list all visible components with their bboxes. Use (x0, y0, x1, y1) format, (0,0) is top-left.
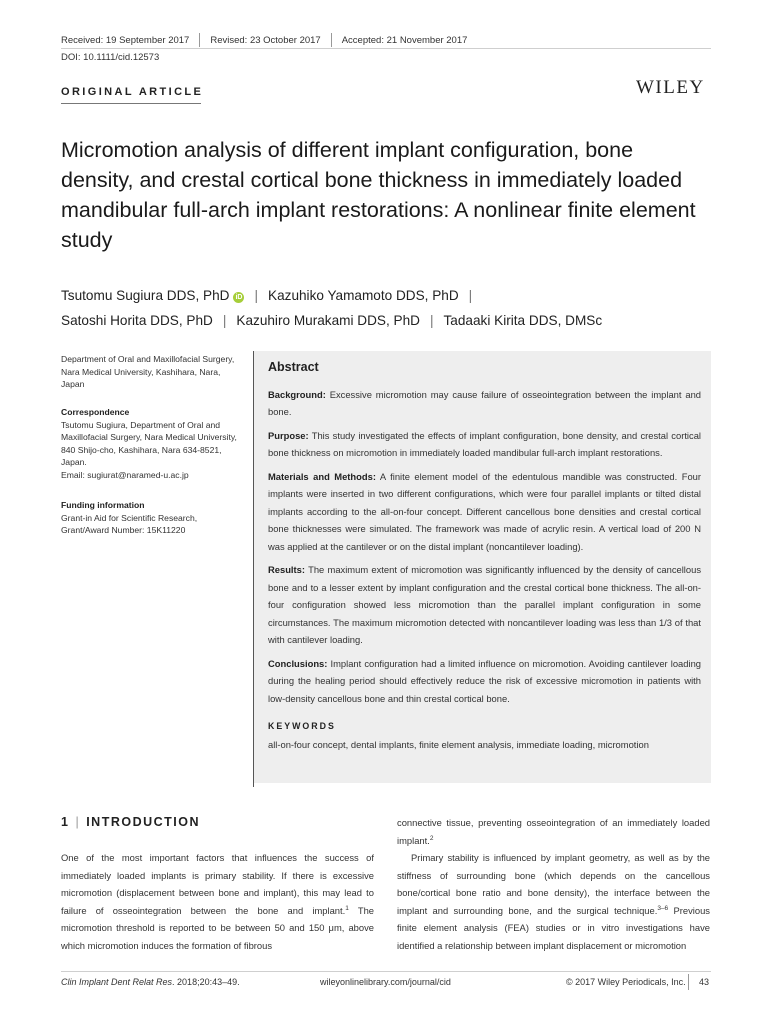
correspondence-heading: Correspondence (61, 407, 130, 417)
footer-url[interactable]: wileyonlinelibrary.com/journal/cid (320, 977, 451, 987)
author-list (61, 283, 721, 333)
abstract-conclusions: Conclusions: Implant configuration had a limited influence on micromotion. Avoiding cantilever loading during the healing period should effectively reduce the risk of excessive micromotion in patients with low-density cancellous bone and thin crestal cortical bone. (268, 657, 701, 704)
funding-heading: Funding information (61, 500, 145, 510)
correspondence-text: Tsutomu Sugiura, Department of Oral and Maxillofacial Surgery, Nara Medical University, 840 Shijo-cho, Kashihara, Nara 634-8521, Japan. (61, 419, 237, 467)
article-type-underline (61, 103, 201, 104)
footer-rule (61, 971, 711, 972)
footer-citation: Clin Implant Dent Relat Res. 2018;20:43–49. (61, 977, 240, 987)
abstract-results: Results: The maximum extent of micromotion was significantly influenced by the density of cancellous bone and to a lesser extent by implant configuration and the crestal cortical bone thickness. The all-on-four configuration showed less micromotion than the parallel implant configuration in some circumstances. The maximum micromotion detected with noncantilever loading was less than 1/3 of that with cantilever loading. (268, 564, 702, 645)
paragraph: Primary stability is influenced by implant geometry, as well as by the stiffness of surrounding bone (which depends on the cancellous bone/cortical bone ratio and bone density), the interface between the implant and surrounding bone, and the surgical technique.$^{3-6}$ Previous finite element analysis (FEA) studies or in vitro investigations have identified a relationship between implant displacement or micromotion (397, 852, 710, 951)
revised-date: Revised: 23 October 2017 (210, 34, 321, 46)
paragraph: connective tissue, preventing osseointegration of an immediately loaded implant.$^2$ (397, 817, 710, 846)
author: Satoshi Horita DDS, PhD (61, 313, 213, 328)
citation-ref[interactable]: 3–6 (657, 904, 669, 912)
author: Tsutomu Sugiura DDS, PhD iD (61, 288, 243, 303)
abstract-methods: Materials and Methods: A finite element model of the edentulous mandible was constructed. Four implants were inserted in two different configurations, which were four parallel implants or tilted distal implants according to the all-on-four concept. Different cancellous bone densities and crestal cortical bone thicknesses were simulated. The framework was made of acrylic resin. A vertical load of 200 N was applied at the cantilever or on the distal implant (noncantilever loading). (268, 470, 701, 552)
article-type: ORIGINAL ARTICLE (61, 86, 204, 98)
correspondence-block (61, 406, 241, 481)
divider: | (222, 313, 227, 328)
abstract-purpose: Purpose: This study investigated the effects of implant configuration, bone density, and crestal cortical bone thickness on micromotion in immediately loaded mandibular full-arch implant restorations. (268, 429, 701, 458)
divider: | (254, 288, 259, 303)
section-heading: 1 | INTRODUCTION (61, 815, 201, 829)
citation-ref[interactable]: 2 (429, 834, 434, 842)
author: Tadaaki Kirita DDS, DMSc (443, 313, 603, 328)
abstract-heading: Abstract (268, 360, 319, 374)
divider (199, 33, 200, 47)
intro-left-column (61, 849, 374, 954)
intro-right-column (397, 814, 710, 954)
affiliation: Department of Oral and Maxillofacial Surgery, Nara Medical University, Kashihara, Nara, Japan (61, 354, 235, 389)
accepted-date: Accepted: 21 November 2017 (341, 34, 468, 46)
divider: | (468, 288, 473, 303)
divider: | (429, 313, 434, 328)
article-title: Micromotion analysis of different implant configuration, bone density, and crestal cortical bone thickness in immediately loaded mandibular full-arch implant restorations: A nonlinear finite element study (61, 138, 696, 252)
header-rule (61, 48, 711, 49)
keywords: all-on-four concept, dental implants, finite element analysis, immediate loading, micromotion (268, 738, 649, 750)
keywords-heading: KEYWORDS (268, 721, 336, 731)
divider (688, 974, 689, 990)
divider (331, 33, 332, 47)
abstract-background: Background: Excessive micromotion may cause failure of osseointegration between the implant and bone. (268, 388, 701, 417)
received-date: Received: 19 September 2017 (61, 34, 190, 46)
funding-text: Grant-in Aid for Scientific Research, Grant/Award Number: 15K11220 (61, 512, 198, 535)
citation-ref[interactable]: 1 (345, 904, 349, 912)
footer-copyright: © 2017 Wiley Periodicals, Inc. (566, 977, 686, 987)
history-dates (61, 33, 467, 47)
funding-block (61, 499, 241, 537)
author: Kazuhiko Yamamoto DDS, PhD (268, 288, 459, 303)
page-number: 43 (699, 977, 710, 987)
doi[interactable]: DOI: 10.1111/cid.12573 (61, 52, 160, 63)
orcid-icon[interactable]: iD (235, 294, 243, 301)
paragraph: One of the most important factors that influences the success of immediately loaded implants is primary stability. If there is excessive micromotion (displacement between bone and implant), this may lead to failure of osseointegration between the bone and implant.$^1$ The micromotion threshold is reported to be between 50 and 150 μm, above which micromotion induces the formation of fibrous (61, 852, 374, 951)
publisher-logo: WILEY (636, 77, 705, 98)
author: Kazuhiro Murakami DDS, PhD (236, 313, 420, 328)
correspondence-email[interactable]: Email: sugiurat@naramed-u.ac.jp (61, 469, 189, 480)
abstract-box (254, 351, 711, 783)
